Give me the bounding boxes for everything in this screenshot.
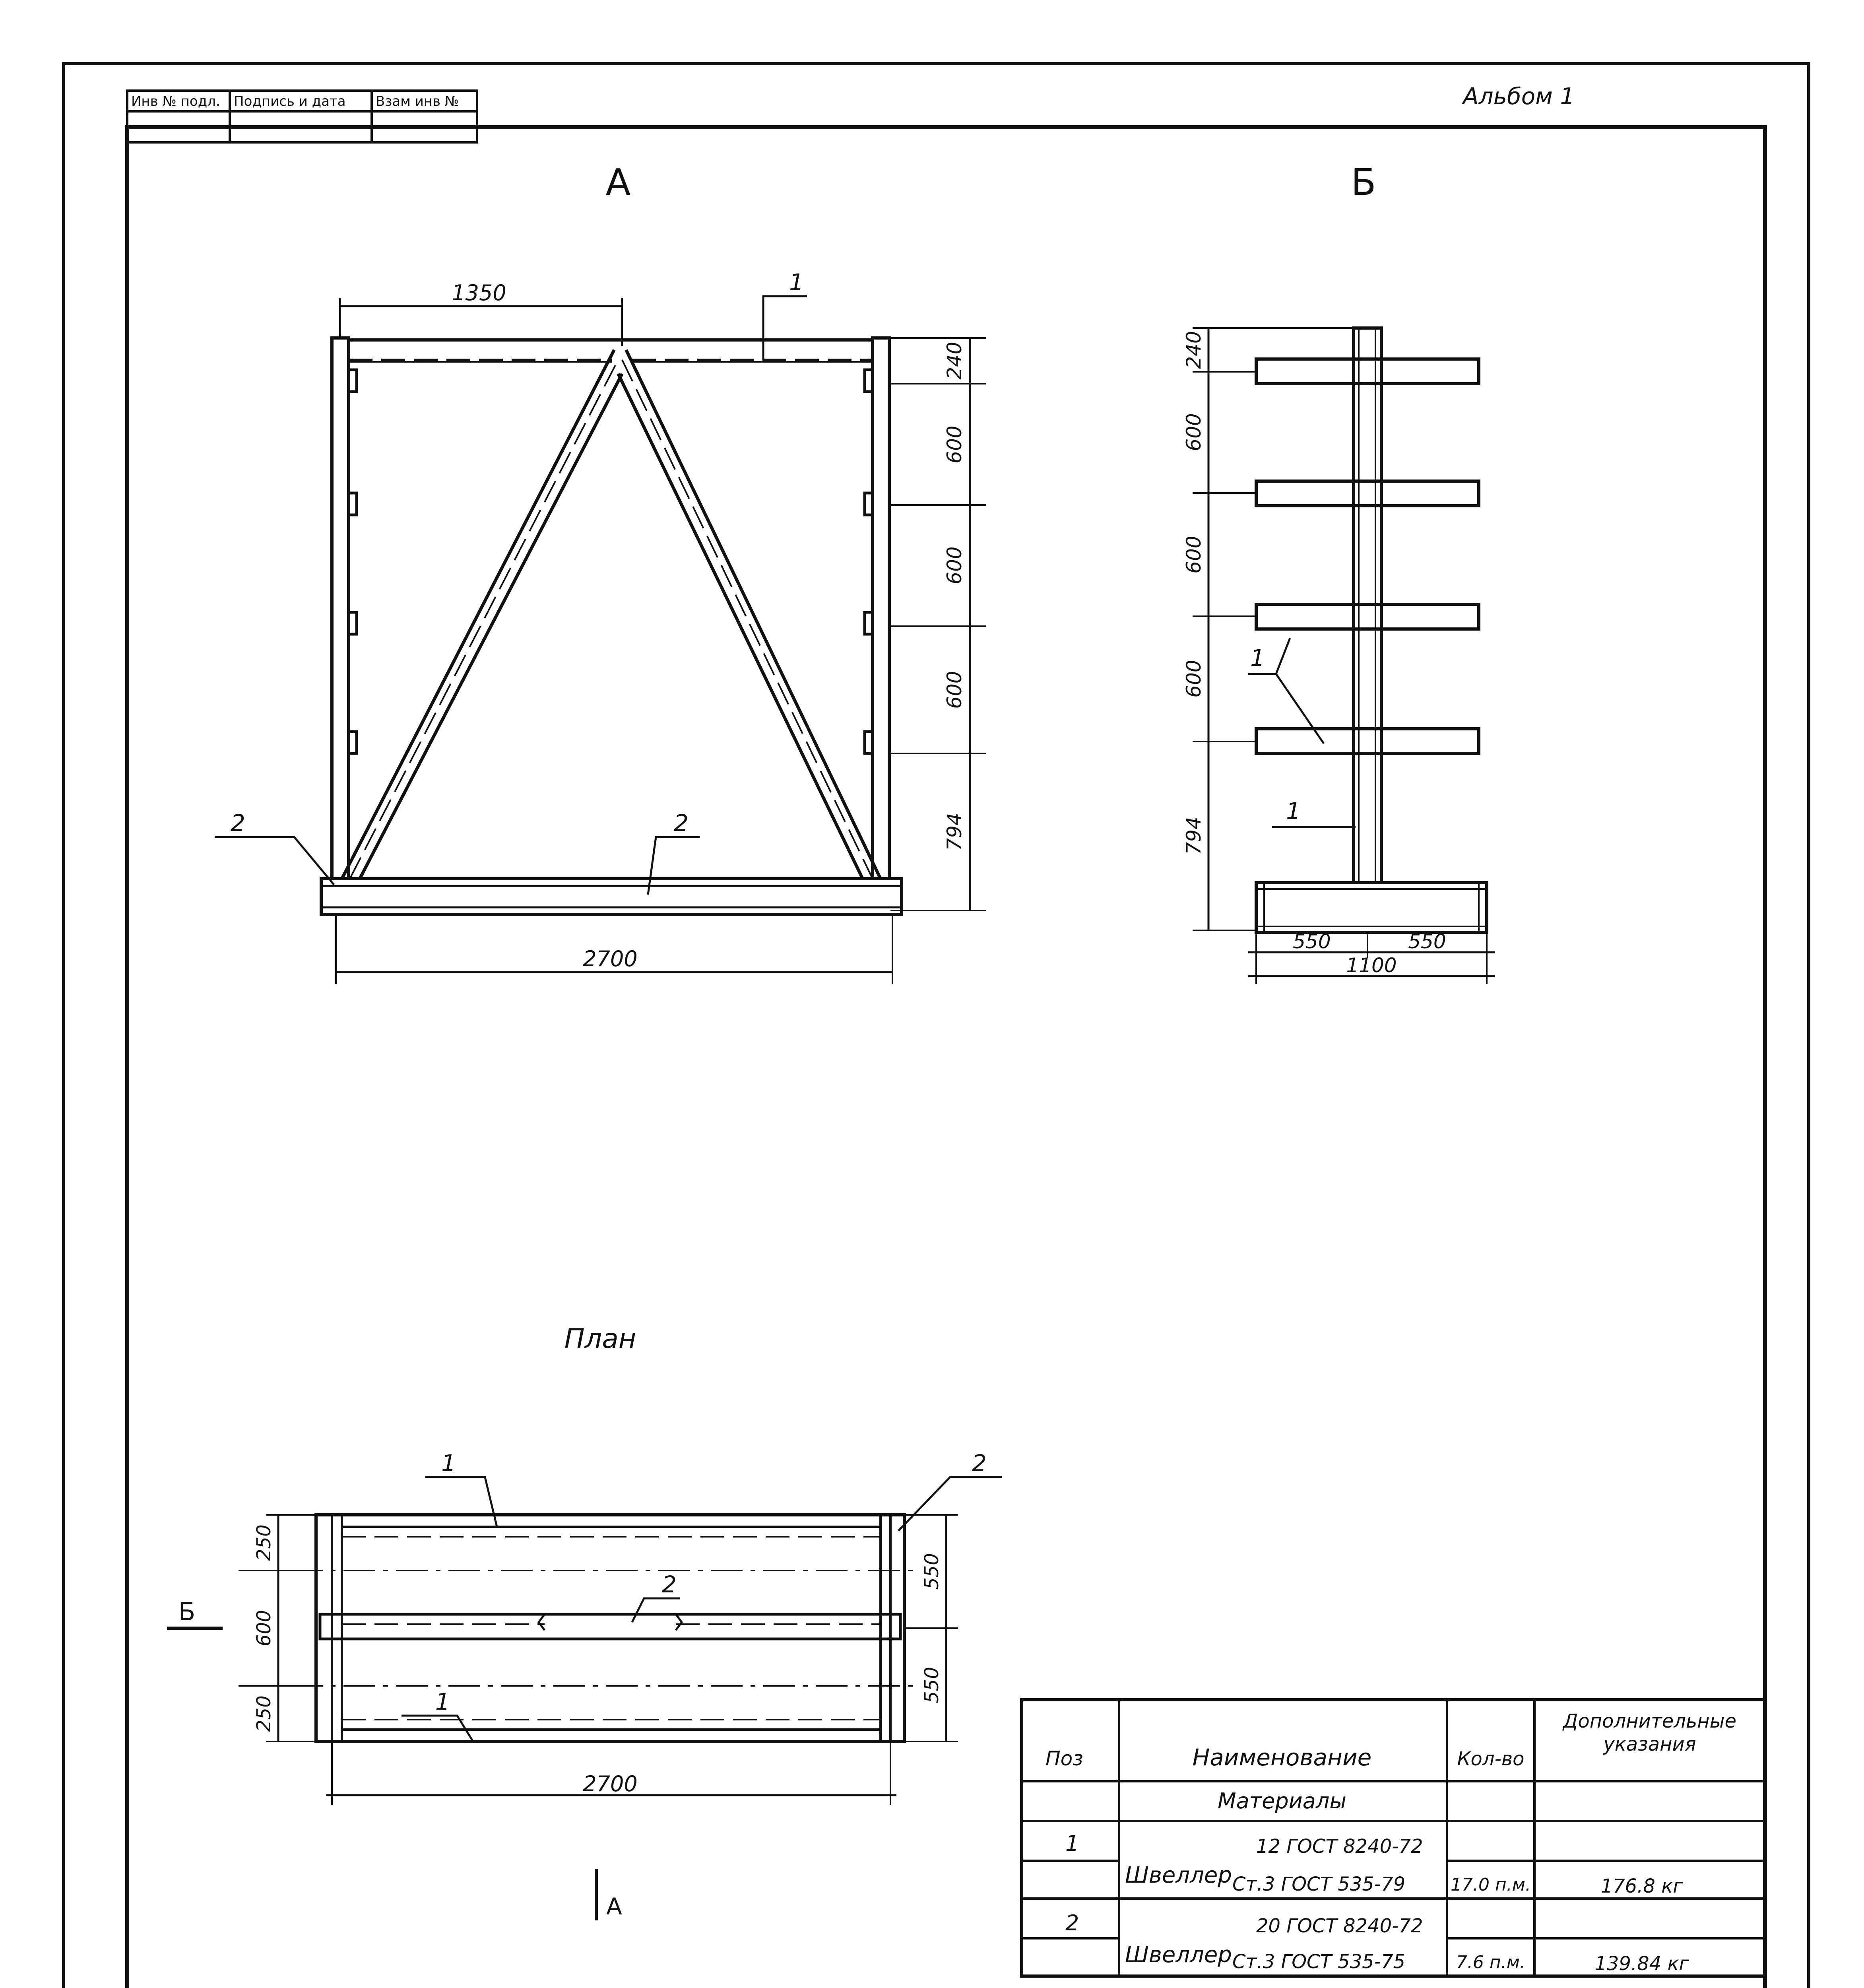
view-a (215, 296, 986, 984)
plan-section-mark-b: Б (178, 1597, 196, 1626)
plan-dim-right-1: 550 (921, 1553, 943, 1590)
view-a-callout-2-left: 2 (231, 810, 245, 837)
view-b-dim-half-left: 550 (1293, 930, 1331, 953)
view-b-callout-1-upper: 1 (1250, 645, 1265, 672)
plan-view (167, 1477, 1002, 1920)
spec-row1-item: Швеллер (1125, 1862, 1232, 1888)
album-label: Альбом 1 (1463, 83, 1575, 110)
view-a-dim-right-1: 240 (943, 342, 966, 380)
view-a-bottom-channel (321, 879, 902, 914)
spec-row1-standard: 12 ГОСТ 8240-72 (1256, 1835, 1423, 1858)
plan-title: План (564, 1323, 636, 1355)
spec-header-qty: Кол-во (1457, 1748, 1525, 1770)
view-a-dim-right-2: 600 (943, 425, 966, 464)
view-a-dim-top: 1350 (452, 280, 506, 305)
view-b (1193, 328, 1495, 984)
plan-dim-bottom: 2700 (583, 1771, 638, 1796)
spec-row2-standard: 20 ГОСТ 8240-72 (1256, 1915, 1423, 1937)
plan-callout-1-bottom: 1 (435, 1688, 450, 1715)
plan-center-channel (320, 1614, 900, 1639)
stamp-cell-replace: Взам инв № (376, 93, 459, 109)
spec-row2-item: Швеллер (1125, 1942, 1232, 1968)
spec-row1-qty: 17.0 п.м. (1451, 1875, 1531, 1895)
spec-row1-material: Ст.3 ГОСТ 535-79 (1232, 1873, 1406, 1895)
view-b-dim-left-3: 600 (1182, 536, 1205, 574)
view-b-callout-1-lower: 1 (1286, 798, 1301, 825)
view-a-dim-right-4: 600 (943, 671, 966, 709)
spec-row2-notes: 139.84 кг (1594, 1953, 1689, 1975)
plan-dim-right-2: 550 (921, 1667, 943, 1703)
view-a-title: А (605, 161, 631, 204)
plan-dim-left-2: 600 (253, 1610, 275, 1646)
view-a-dim-bottom: 2700 (583, 946, 638, 971)
view-b-dim-total: 1100 (1346, 954, 1397, 977)
spec-header-notes-box (1538, 1710, 1761, 1777)
plan-dim-left-1: 250 (253, 1524, 275, 1561)
spec-row2-material: Ст.3 ГОСТ 535-75 (1232, 1951, 1406, 1973)
plan-callout-2-right: 2 (972, 1450, 987, 1477)
plan-outline (316, 1515, 904, 1741)
spec-row1-notes: 176.8 кг (1600, 1875, 1683, 1897)
spec-row1-pos: 1 (1065, 1831, 1079, 1856)
plan-dim-left-3: 250 (253, 1695, 275, 1732)
stamp-cell-inv: Инв № подл. (131, 93, 220, 109)
view-b-dim-half-right: 550 (1408, 930, 1446, 953)
view-b-dim-left-2: 600 (1182, 413, 1205, 451)
view-b-dim-left-4: 600 (1182, 660, 1205, 698)
view-a-left-post (332, 338, 349, 879)
stamp-cell-signature: Подпись и дата (234, 93, 346, 109)
spec-header-notes: Дополнительные указания (1563, 1710, 1737, 1755)
view-a-right-post (873, 338, 889, 879)
view-a-dim-right-5: 794 (943, 813, 966, 851)
spec-header-name: Наименование (1192, 1744, 1372, 1771)
stamp-top-left (127, 91, 477, 142)
spec-row2-qty: 7.6 п.м. (1456, 1952, 1525, 1972)
plan-callout-2-center: 2 (662, 1571, 677, 1598)
view-a-dim-right-3: 600 (943, 546, 966, 584)
spec-row2-pos: 2 (1065, 1910, 1079, 1936)
view-b-title: Б (1351, 161, 1376, 204)
spec-section-materials: Материалы (1218, 1788, 1346, 1813)
view-a-callout-1: 1 (789, 269, 804, 296)
view-b-dim-left-5: 794 (1182, 817, 1205, 855)
spec-header-pos: Поз (1045, 1747, 1083, 1770)
view-a-callout-2-center: 2 (674, 810, 689, 837)
view-b-dim-left-1: 240 (1182, 331, 1205, 369)
plan-section-mark-a: А (606, 1893, 622, 1920)
plan-callout-1-top: 1 (441, 1450, 456, 1477)
